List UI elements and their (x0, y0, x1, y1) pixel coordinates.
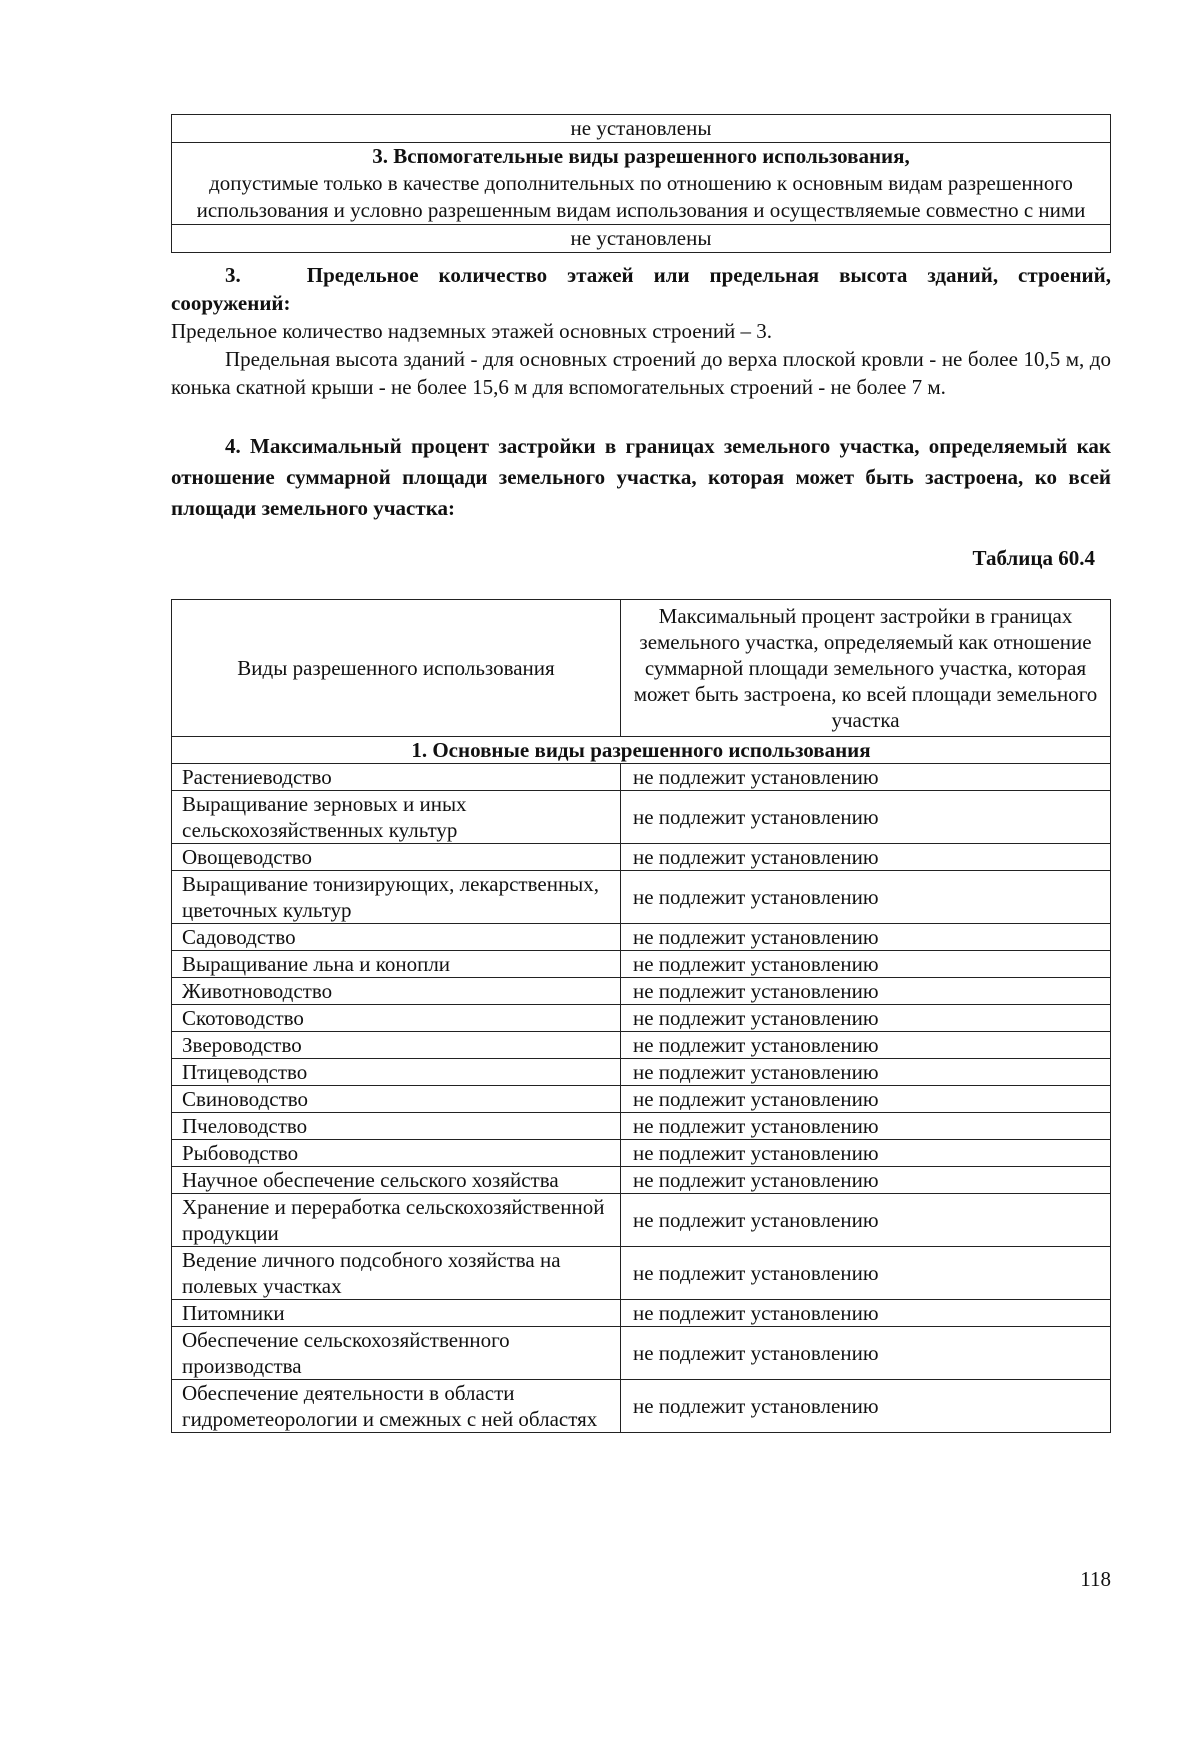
item-3-number: 3. (225, 263, 241, 287)
header-use-type: Виды разрешенного использования (172, 600, 621, 737)
item-3-heading (171, 261, 1111, 317)
percentage-value-cell: не подлежит установлению (621, 844, 1111, 871)
percentage-value-cell: не подлежит установлению (621, 871, 1111, 924)
use-type-cell: Животноводство (172, 978, 621, 1005)
use-type-cell: Хранение и переработка сельскохозяйственной продукции (172, 1194, 621, 1247)
table-cell: не установлены (172, 225, 1111, 253)
table-row (172, 1059, 1111, 1086)
percentage-value-cell: не подлежит установлению (621, 1005, 1111, 1032)
section-row (172, 737, 1111, 764)
table-header-row (172, 600, 1111, 737)
section-3-description: допустимые только в качестве дополнительных по отношению к основным видам разрешенного использования и условно разрешенным видам использования и осуществляемые совместно с ними (196, 171, 1086, 222)
use-type-cell: Выращивание льна и конопли (172, 951, 621, 978)
use-type-cell: Растениеводство (172, 764, 621, 791)
use-type-cell: Ведение личного подсобного хозяйства на полевых участках (172, 1247, 621, 1300)
use-type-cell: Обеспечение сельскохозяйственного производства (172, 1327, 621, 1380)
percentage-value-cell: не подлежит установлению (621, 1032, 1111, 1059)
table-row (172, 1300, 1111, 1327)
document-page (171, 114, 1111, 1433)
use-type-cell: Питомники (172, 1300, 621, 1327)
percentage-value-cell: не подлежит установлению (621, 951, 1111, 978)
item-3-title: Предельное количество этажей или предельная высота зданий, строений, сооружений: (171, 263, 1111, 315)
percentage-value-cell: не подлежит установлению (621, 1300, 1111, 1327)
page-number: 118 (1080, 1567, 1111, 1591)
table-row (172, 1005, 1111, 1032)
table-row (172, 1032, 1111, 1059)
percentage-value-cell: не подлежит установлению (621, 1167, 1111, 1194)
use-type-cell: Садоводство (172, 924, 621, 951)
use-type-cell: Научное обеспечение сельского хозяйства (172, 1167, 621, 1194)
section-3-title: 3. Вспомогательные виды разрешенного использования, (372, 144, 910, 168)
table-row (172, 951, 1111, 978)
percentage-value-cell: не подлежит установлению (621, 1194, 1111, 1247)
item-3-paragraph-2: Предельная высота зданий - для основных строений до верха плоской кровли - не более 10,5 м, до конька скатной крыши - не более 15,6 м для вспомогательных строений - не более 7 м. (171, 347, 1111, 399)
building-percentage-table (171, 599, 1111, 1433)
item-3-block (171, 261, 1111, 401)
table-row (172, 1167, 1111, 1194)
table-row (172, 1113, 1111, 1140)
use-type-cell: Птицеводство (172, 1059, 621, 1086)
table-row (172, 1086, 1111, 1113)
table-cell: не установлены (172, 115, 1111, 143)
use-type-cell: Выращивание тонизирующих, лекарственных, цветочных культур (172, 871, 621, 924)
table-row (172, 871, 1111, 924)
percentage-value-cell: не подлежит установлению (621, 1113, 1111, 1140)
percentage-value-cell: не подлежит установлению (621, 1380, 1111, 1433)
use-type-cell: Выращивание зерновых и иных сельскохозяйственных культур (172, 791, 621, 844)
table-row (172, 791, 1111, 844)
table-row (172, 1380, 1111, 1433)
item-3-paragraph-1: Предельное количество надземных этажей основных строений – 3. (171, 319, 773, 343)
use-type-cell: Скотоводство (172, 1005, 621, 1032)
table-row (172, 225, 1111, 253)
table-caption: Таблица 60.4 (972, 546, 1095, 570)
percentage-value-cell: не подлежит установлению (621, 764, 1111, 791)
percentage-value-cell: не подлежит установлению (621, 1059, 1111, 1086)
table-row (172, 1194, 1111, 1247)
percentage-value-cell: не подлежит установлению (621, 1140, 1111, 1167)
item-4-heading: 4. Максимальный процент застройки в границах земельного участка, определяемый как отношение суммарной площади земельного участка, которая может быть застроена, ко всей площади земельного участка: (171, 434, 1111, 520)
table-row (172, 1140, 1111, 1167)
percentage-value-cell: не подлежит установлению (621, 1327, 1111, 1380)
use-type-cell: Обеспечение деятельности в области гидрометеорологии и смежных с ней областях (172, 1380, 621, 1433)
use-type-cell: Звероводство (172, 1032, 621, 1059)
table-row (172, 1327, 1111, 1380)
table-row (172, 978, 1111, 1005)
use-type-cell: Овощеводство (172, 844, 621, 871)
percentage-value-cell: не подлежит установлению (621, 924, 1111, 951)
restrictions-table (171, 114, 1111, 253)
header-max-percentage: Максимальный процент застройки в границах земельного участка, определяемый как отношение суммарной площади земельного участка, которая может быть застроена, ко всей площади земельного участка (621, 600, 1111, 737)
table-row (172, 924, 1111, 951)
table-row (172, 115, 1111, 143)
table-row (172, 143, 1111, 225)
use-type-cell: Рыбоводство (172, 1140, 621, 1167)
section-1-title: 1. Основные виды разрешенного использования (172, 737, 1111, 764)
percentage-value-cell: не подлежит установлению (621, 1086, 1111, 1113)
use-type-cell: Пчеловодство (172, 1113, 621, 1140)
percentage-value-cell: не подлежит установлению (621, 978, 1111, 1005)
table-row (172, 844, 1111, 871)
use-type-cell: Свиноводство (172, 1086, 621, 1113)
percentage-value-cell: не подлежит установлению (621, 791, 1111, 844)
section-3-cell (172, 143, 1111, 225)
table-row (172, 764, 1111, 791)
percentage-value-cell: не подлежит установлению (621, 1247, 1111, 1300)
table-row (172, 1247, 1111, 1300)
